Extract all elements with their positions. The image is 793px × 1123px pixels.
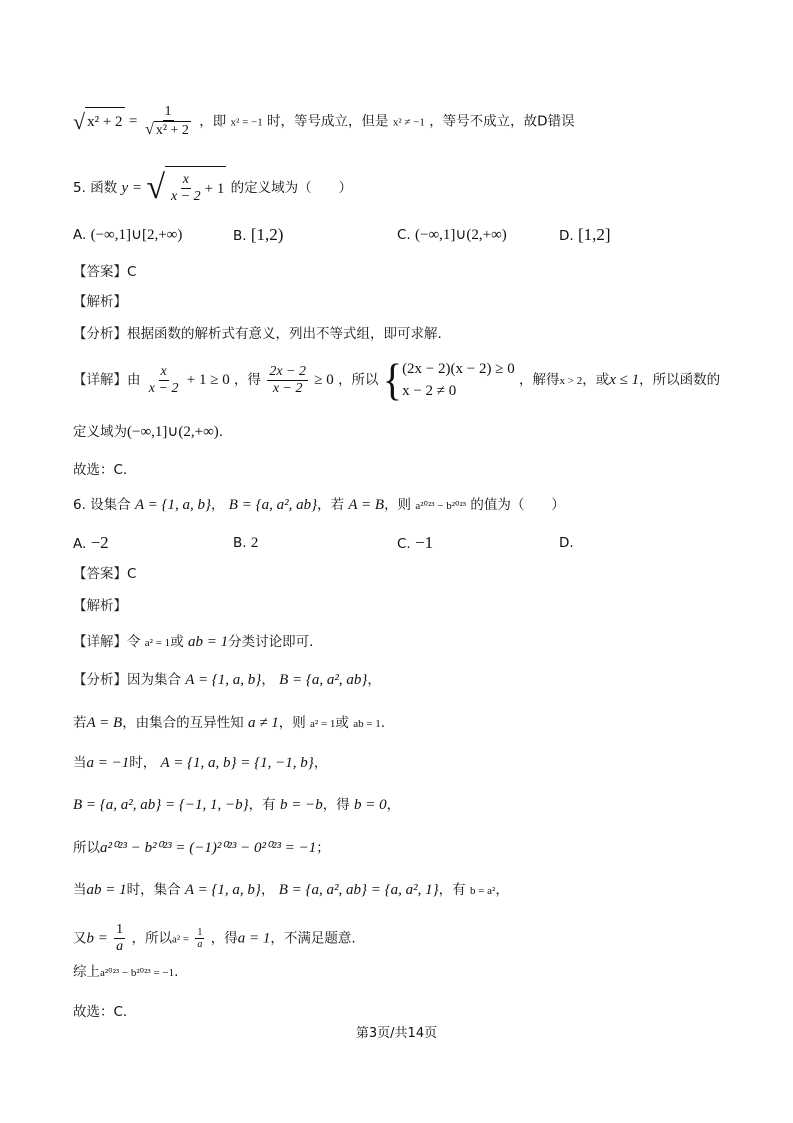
q6-line7: 综上a²⁰²³ − b²⁰²³ = −1. [73, 964, 179, 980]
option-a[interactable]: A. (−∞,1]∪[2,+∞) [73, 227, 183, 243]
q6-line6: 又b = $\frac{1}{a}$ ，所以a² = $\frac{1}{a}$ ，得a = 1，不满足题意. [73, 922, 356, 954]
option-b[interactable]: B. 2 [233, 535, 259, 551]
q6-line2: 当a = −1时， A = {1, a, b} = {1, −1, b}， [73, 755, 328, 771]
q5-analysis-tag: 【解析】 [73, 294, 127, 310]
q5-options [73, 225, 773, 247]
q5-fenxi: 【分析】根据函数的解析式有意义，列出不等式组，即可求解. [73, 326, 442, 342]
option-c[interactable]: C. −1 [397, 533, 434, 552]
q6-stem: 6. 设集合 A = {1, a, b}， B = {a, a², ab}，若 A = B，则 a²⁰²³ − b²⁰²³ 的值为（ ） [73, 497, 565, 513]
q6-line1: 若A = B，由集合的互异性知 a ≠ 1，则 a² = 1或 ab = 1. [73, 715, 386, 731]
option-c[interactable]: C. (−∞,1]∪(2,+∞) [397, 227, 507, 243]
q6-options [73, 533, 773, 555]
sqrt-expr: √ $\frac{x}{x - 2}$ + 1 [146, 166, 226, 210]
q6-xiangjie: 【详解】令 a² = 1或 ab = 1分类讨论即可. [73, 634, 314, 650]
sqrt-expr: √ x² + 2 [73, 107, 125, 137]
q5-xiangjie: 【详解】由 $\frac{x}{x - 2}$ + 1 ≥ 0 ，得 $\frac{2x - 2}{x - 2}$ ≥ 0 ，所以 { (2x − 2)(x − 2) ≥ 0 x − 2 ≠ 0 ，解得x > 2，或x ≤ 1，所以函数的 [73, 354, 721, 405]
fraction: 1 √ x² + 2 [145, 104, 189, 138]
q5-choose: 故选：C. [73, 462, 128, 478]
q5-domain: 定义域为(−∞,1]∪(2,+∞). [73, 424, 224, 440]
option-a[interactable]: A. −2 [73, 533, 109, 552]
q6-line3: B = {a, a², ab} = {−1, 1, −b}，有 b = −b，得 b = 0， [73, 797, 401, 813]
option-d[interactable]: D. [1,2] [559, 225, 611, 244]
inequality-system: { (2x − 2)(x − 2) ≥ 0 x − 2 ≠ 0 [382, 354, 515, 405]
q6-choose: 故选：C. [73, 1004, 128, 1020]
page-footer: 第3页/共14页 [355, 1026, 438, 1041]
top-line: √ x² + 2 = 1 √ x² + 2 ，即 x² = −1 时，等号成立，但是 x² ≠ −1 ，等号不成立，故D错误 [73, 104, 575, 138]
option-d[interactable]: D. [559, 535, 574, 551]
q6-answer: 【答案】C [73, 566, 137, 582]
q5-answer: 【答案】C [73, 264, 137, 280]
q6-line5: 当ab = 1时，集合 A = {1, a, b}， B = {a, a², ab} = {a, a², 1}，有 b = a²， [73, 882, 509, 898]
q6-fenxi: 【分析】因为集合 A = {1, a, b}， B = {a, a², ab}， [73, 672, 381, 688]
q5-stem: 5. 函数 y = √ $\frac{x}{x - 2}$ + 1 的定义域为（ ） [73, 166, 352, 210]
q6-line4: 所以a²⁰²³ − b²⁰²³ = (−1)²⁰²³ − 0²⁰²³ = −1； [73, 840, 330, 856]
q6-analysis-tag: 【解析】 [73, 598, 127, 614]
option-b[interactable]: B. [1,2) [233, 225, 284, 244]
